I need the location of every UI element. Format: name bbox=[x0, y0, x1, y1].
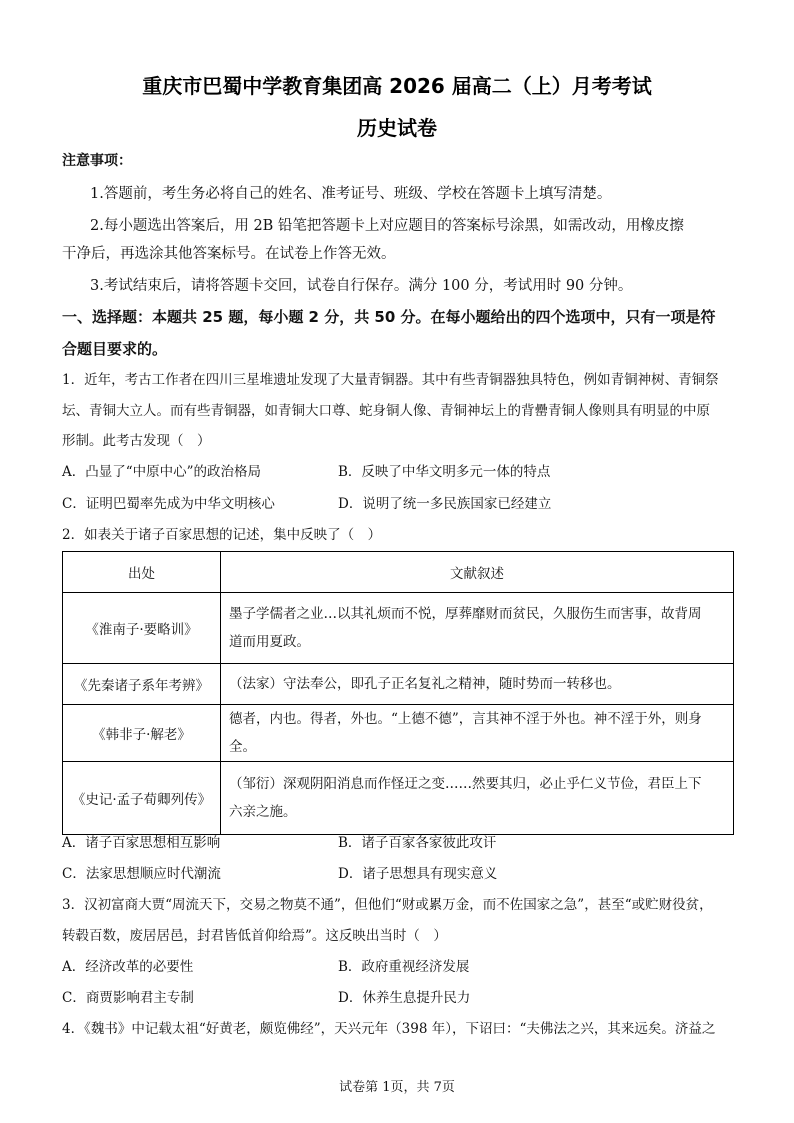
q1-stem-line3: 形制。此考古发现（ ） bbox=[62, 433, 211, 449]
q1-option-c: C．证明巴蜀率先成为中华文明核心 bbox=[62, 496, 275, 512]
notice-heading: 注意事项： bbox=[62, 153, 132, 169]
table-cell-text-line: 六亲之施。 bbox=[229, 804, 297, 820]
q4-stem-line1: 4．《魏书》中记载太祖“好黄老，颇览佛经”，天兴元年（398 年），下诏曰：“夫佛法之兴，其来远矣。济益之 bbox=[62, 1021, 716, 1037]
table-cell-source: 《淮南子·要略训》 bbox=[63, 593, 221, 664]
q3-option-a: A．经济改革的必要性 bbox=[62, 959, 194, 975]
q1-stem-line1: 1．近年，考古工作者在四川三星堆遗址发现了大量青铜器。其中有些青铜器独具特色，例如青铜神树、青铜祭 bbox=[62, 372, 719, 388]
q1-option-d: D．说明了统一多民族国家已经建立 bbox=[338, 496, 552, 512]
table-cell-text bbox=[221, 664, 734, 705]
table-cell-text-line: （法家）守法奉公，即孔子正名复礼之精神，随时势而一转移也。 bbox=[229, 676, 621, 692]
table-row bbox=[63, 664, 734, 705]
exam-subtitle: 历史试卷 bbox=[357, 116, 437, 140]
q2-option-b: B．诸子百家各家彼此攻讦 bbox=[338, 835, 497, 851]
q3-stem-line1: 3．汉初富商大贾“周流天下，交易之物莫不通”，但他们“财或累万金，而不佐国家之急”，甚至“或贮财役贫， bbox=[62, 897, 713, 913]
q2-stem: 2．如表关于诸子百家思想的记述，集中反映了（ ） bbox=[62, 527, 382, 543]
table-row bbox=[63, 593, 734, 664]
notice-item-2-line2: 干净后，再选涂其他答案标号。在试卷上作答无效。 bbox=[62, 246, 396, 262]
table-header-text: 文献叙述 bbox=[221, 552, 734, 593]
q2-option-c: C．法家思想顺应时代潮流 bbox=[62, 866, 221, 882]
exam-title: 重庆市巴蜀中学教育集团高 2026 届高二（上）月考考试 bbox=[142, 74, 652, 98]
notice-item-1: 1.答题前，考生务必将自己的姓名、准考证号、班级、学校在答题卡上填写清楚。 bbox=[90, 186, 612, 202]
table-header-row bbox=[63, 552, 734, 593]
table-cell-source: 《史记·孟子荀卿列传》 bbox=[63, 762, 221, 835]
table-cell-text-line: 道而用夏政。 bbox=[229, 634, 310, 650]
section-heading-line1: 一、选择题：本题共 25 题，每小题 2 分，共 50 分。在每小题给出的四个选项中，只有一项是符 bbox=[62, 308, 716, 326]
q3-stem-line2: 转毂百数，废居居邑，封君皆低首仰给焉”。这反映出当时（ ） bbox=[62, 928, 447, 944]
q2-option-a: A．诸子百家思想相互影响 bbox=[62, 835, 221, 851]
q3-option-d: D．休养生息提升民力 bbox=[338, 990, 471, 1006]
table-cell-text bbox=[221, 762, 734, 835]
table-cell-source: 《先秦诸子系年考辨》 bbox=[63, 664, 221, 705]
q2-source-table bbox=[62, 551, 734, 835]
q1-option-b: B．反映了中华文明多元一体的特点 bbox=[338, 464, 551, 480]
q3-option-c: C．商贾影响君主专制 bbox=[62, 990, 194, 1006]
q2-option-d: D．诸子思想具有现实意义 bbox=[338, 866, 498, 882]
notice-item-3: 3.考试结束后，请将答题卡交回，试卷自行保存。满分 100 分，考试用时 90 分钟。 bbox=[90, 278, 633, 294]
table-header-source: 出处 bbox=[63, 552, 221, 593]
table-row bbox=[63, 762, 734, 835]
table-cell-text-line: （邹衍）深观阴阳消息而作怪迂之变……然要其归，必止乎仁义节俭，君臣上下 bbox=[229, 776, 702, 792]
table-cell-text bbox=[221, 593, 734, 664]
table-cell-text-line: 墨子学儒者之业…以其礼烦而不悦，厚葬靡财而贫民，久服伤生而害事，故背周 bbox=[229, 606, 702, 622]
q3-option-b: B．政府重视经济发展 bbox=[338, 959, 470, 975]
q1-stem-line2: 坛、青铜大立人。而有些青铜器，如青铜大口尊、蛇身铜人像、青铜神坛上的背罍青铜人像则具有明显的中原 bbox=[62, 403, 710, 419]
q1-option-a: A．凸显了“中原中心”的政治格局 bbox=[62, 464, 262, 480]
section-heading-line2: 合题目要求的。 bbox=[62, 340, 168, 358]
table-cell-source: 《韩非子·解老》 bbox=[63, 705, 221, 762]
table-row bbox=[63, 705, 734, 762]
table-cell-text-line: 德者，内也。得者，外也。“上德不德”，言其神不淫于外也。神不淫于外，则身全。 bbox=[229, 711, 702, 755]
page-number: 试卷第 1页，共 7页 bbox=[339, 1080, 455, 1095]
table-cell-text bbox=[221, 705, 734, 762]
notice-item-2-line1: 2.每小题选出答案后，用 2B 铅笔把答题卡上对应题目的答案标号涂黑，如需改动，用橡皮擦 bbox=[90, 218, 684, 234]
